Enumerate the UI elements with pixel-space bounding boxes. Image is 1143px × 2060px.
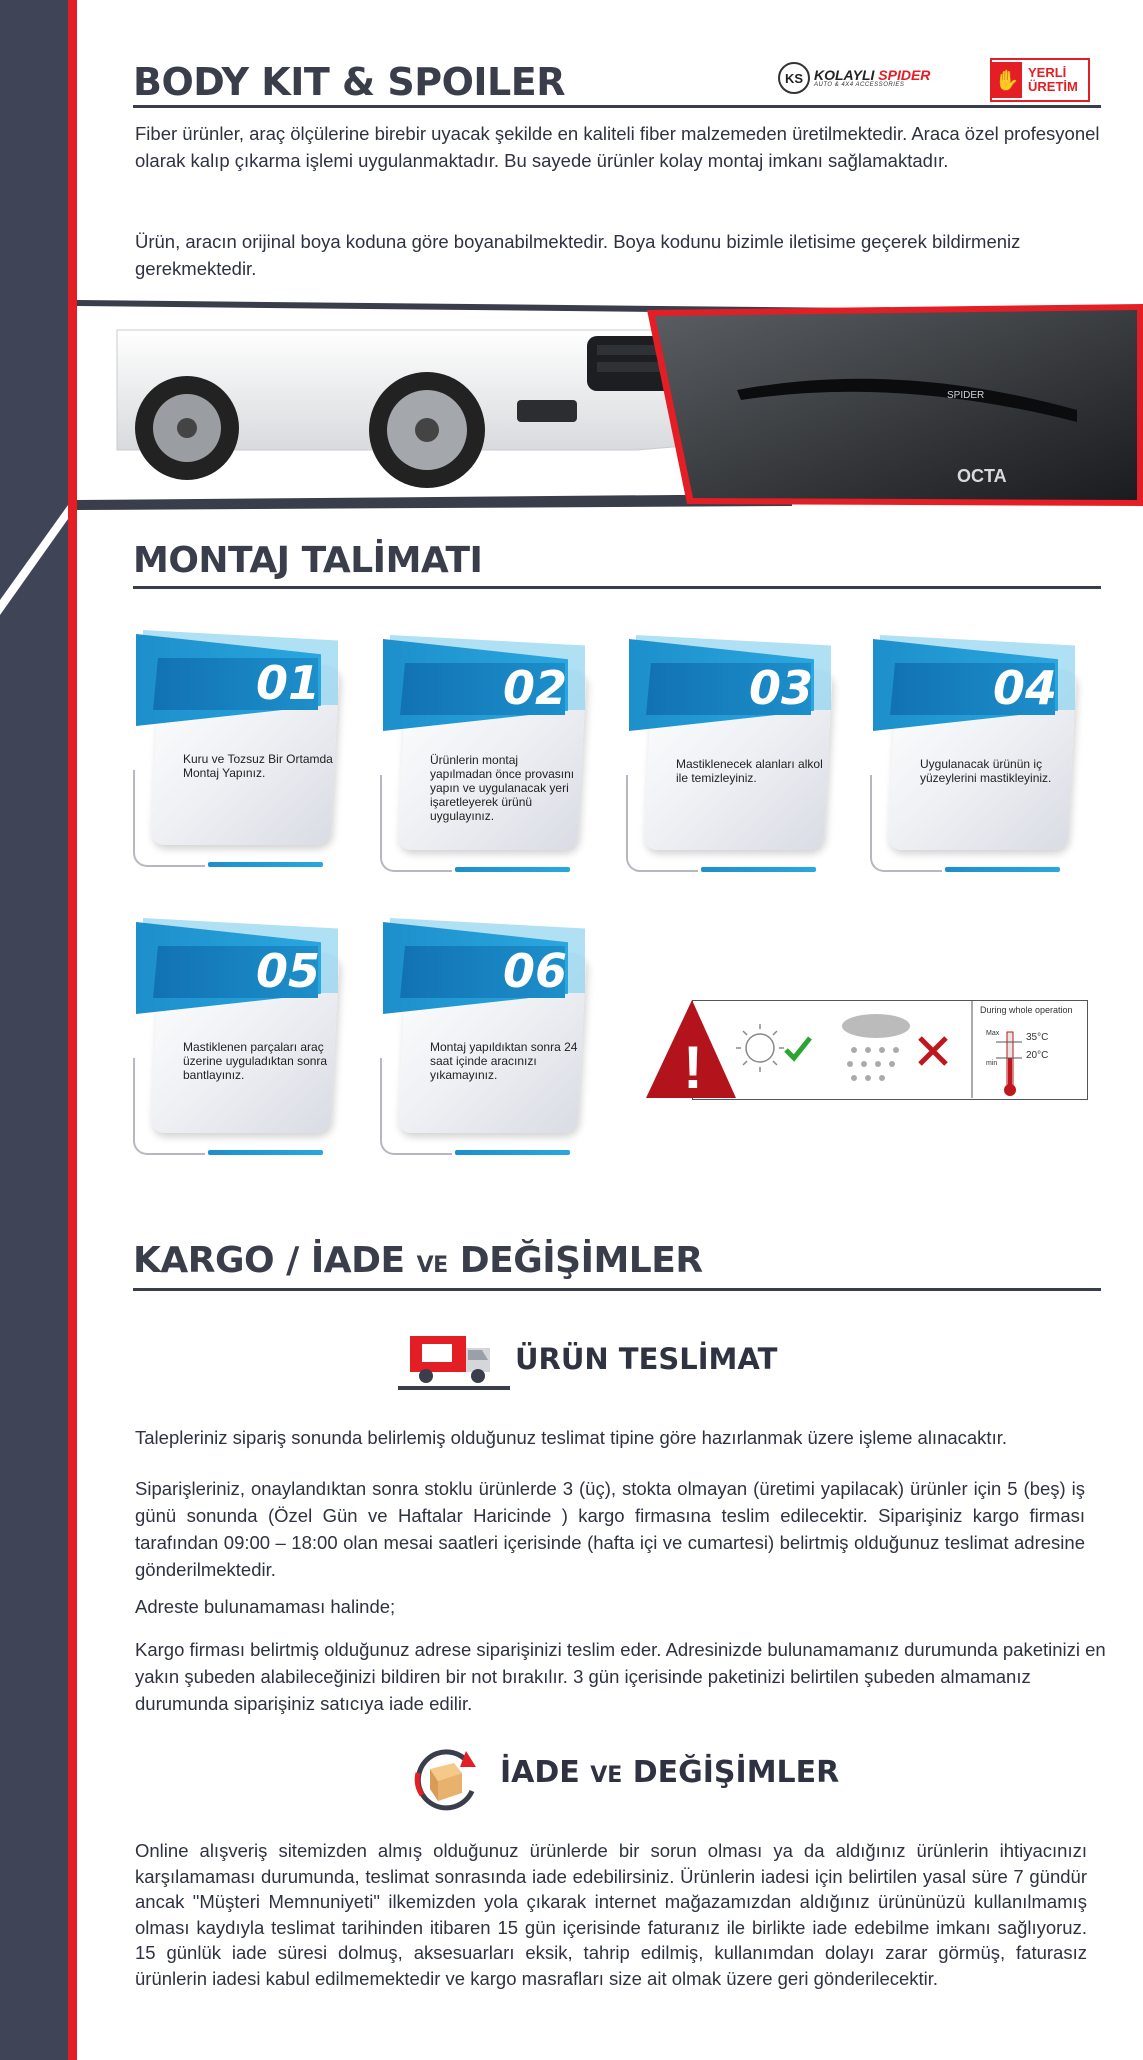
yerli-uretim-logo bbox=[990, 58, 1090, 102]
step-card-01 bbox=[133, 630, 338, 880]
kargo-title-b: VE bbox=[416, 1253, 448, 1278]
step-card-06 bbox=[380, 918, 585, 1168]
temp-title: During whole operation bbox=[980, 1005, 1073, 1015]
cross-icon bbox=[920, 1038, 946, 1064]
step-number: 03 bbox=[748, 661, 813, 715]
page-title: BODY KIT & SPOILER bbox=[133, 60, 565, 104]
sidebar-red-line bbox=[68, 0, 77, 2060]
ks-name-a: KOLAYLI bbox=[814, 67, 875, 83]
ks-badge-icon: KS bbox=[778, 62, 810, 94]
kolayli-spider-logo bbox=[778, 62, 930, 94]
delivery-paragraph-3: Adreste bulunamaması halinde; bbox=[135, 1596, 396, 1617]
step-number: 06 bbox=[502, 944, 567, 998]
step-text: Kuru ve Tozsuz Bir Ortamda Montaj Yapınız. bbox=[183, 752, 333, 780]
return-box-icon bbox=[410, 1743, 482, 1815]
return-paragraph: Online alışveriş sitemizden almış olduğunuz ürünlerde bir sorun olması ya da aldığınız ürünlerin ihtiyacınızı karşılamaması durumunda, teslimat sonrasında iade edebilirsiniz. Ürünlerin iadesi için belirtilen yasal süre 7 gündür ancak "Müşteri Memnuniyeti" ilkemizden yola çıkarak internet mağazamızdan aldığınız ürününüzü kullanılmamış olması kaydıyla teslimat tarihinden itibaren 15 gün içerisinde faturanız ile birlikte iade edebilme imkanı sağlıyoruz. 15 günlük iade süresi dolmuş, aksesuarları eksik, tahrip edilmiş, kullanımdan dolayı zarar görmüş, faturasız ürünlerin iadesi kabul edilmemektedir ve kargo masrafları size ait olmak üzere geri gönderilecektir. bbox=[135, 1840, 1087, 1989]
ks-subtitle: AUTO & 4X4 ACCESSORIES bbox=[814, 82, 905, 88]
left-sidebar bbox=[0, 0, 68, 2060]
step-text: Mastiklenecek alanları alkol ile temizleyiniz. bbox=[676, 757, 823, 785]
delivery-truck-icon bbox=[398, 1330, 510, 1392]
check-icon bbox=[786, 1038, 810, 1058]
kargo-rule bbox=[133, 1288, 1101, 1291]
weather-warning-panel bbox=[646, 998, 1086, 1100]
yerli-label-a: YERLİ bbox=[1028, 65, 1067, 80]
svg-text:!: ! bbox=[683, 1034, 703, 1100]
spoiler-brand-label: SPIDER bbox=[947, 390, 985, 401]
return-title bbox=[500, 1755, 839, 1790]
yerli-label-b: ÜRETİM bbox=[1028, 79, 1078, 94]
car-badge-text: OCTA bbox=[957, 466, 1007, 486]
montaj-rule bbox=[133, 586, 1101, 589]
step-text: Montaj yapıldıktan sonra 24 saat içinde aracınızı yıkamayınız. bbox=[430, 1040, 578, 1082]
delivery-paragraph-2: Siparişleriniz, onaylandıktan sonra stoklu ürünlerde 3 (üç), stokta olmayan (üretimi yapilacak) ürünler için 5 (beş) iş günü sonunda (Özel Gün ve Haftalar Haricinde ) kargo firmasına teslim edilecektir. Siparişiniz kargo firması tarafından 09:00 – 18:00 olan mesai saatleri içerisinde (hafta içi ve cumartesi) belirtmiş olduğunuz teslimat adresine gönderilmektedir. bbox=[135, 1478, 1085, 1580]
temp-min-value: 20°C bbox=[1026, 1050, 1049, 1061]
step-number: 04 bbox=[992, 661, 1057, 715]
return-title-c: DEĞİŞİMLER bbox=[632, 1755, 840, 1790]
sun-icon bbox=[746, 1034, 774, 1062]
temp-max-value: 35°C bbox=[1026, 1032, 1049, 1043]
step-number: 05 bbox=[255, 944, 320, 998]
delivery-paragraph-1: Talepleriniz sipariş sonunda belirlemiş olduğunuz teslimat tipine göre hazırlanmak üzere işleme alınacaktır. bbox=[135, 1427, 1007, 1448]
step-number: 01 bbox=[255, 656, 320, 710]
step-card-05 bbox=[133, 918, 338, 1168]
step-text: Mastiklenen parçaları araç üzerine uyguladıktan sonra bantlayınız. bbox=[183, 1040, 328, 1082]
delivery-paragraph-4: Kargo firması belirtmiş olduğunuz adrese siparişinizi teslim eder. Adresinizde bulunamamanız durumunda paketinizi en yakın şubeden alabileceğinizi bildiren bir not bırakılır. 3 gün içerisinde paketinizi belirtilen şubeden almamanız durumunda siparişiniz satıcıya iade edilir. bbox=[135, 1639, 1106, 1714]
handshake-icon: ✋ bbox=[992, 62, 1022, 98]
delivery-title: ÜRÜN TESLİMAT bbox=[515, 1342, 778, 1376]
thermometer-icon bbox=[1008, 1058, 1012, 1086]
montaj-title: MONTAJ TALİMATI bbox=[133, 540, 483, 581]
return-title-b: VE bbox=[590, 1763, 623, 1788]
kargo-title-c: DEĞİŞİMLER bbox=[459, 1240, 703, 1281]
product-banner bbox=[77, 300, 1143, 510]
step-text: Uygulanacak ürünün iç yüzeylerini mastikleyiniz. bbox=[920, 757, 1052, 785]
kargo-title-a: KARGO / İADE bbox=[133, 1240, 405, 1281]
temp-max-label: Max bbox=[986, 1030, 1000, 1037]
sidebar-diagonal-stripe bbox=[0, 505, 68, 615]
step-text: Ürünlerin montaj yapılmadan önce provasını yapın ve uygulanacak yeri işaretleyerek ürünü uygulayınız. bbox=[430, 753, 575, 823]
step-card-04 bbox=[870, 635, 1075, 885]
title-rule bbox=[133, 105, 1101, 108]
kargo-title bbox=[133, 1240, 703, 1281]
step-card-02 bbox=[380, 635, 585, 885]
ks-name-b: SPIDER bbox=[878, 67, 931, 83]
intro-paragraph-1: Fiber ürünler, araç ölçülerine birebir uyacak şekilde en kaliteli fiber malzemeden üretilmektedir. Araca özel profesyonel olarak kalıp çıkarma işlemi uygulanmaktadır. Bu sayede ürünler kolay montaj imkanı sağlamaktadır. bbox=[135, 123, 1100, 171]
temp-min-label: min bbox=[986, 1060, 998, 1067]
rain-cloud-icon bbox=[842, 1014, 910, 1038]
return-title-a: İADE bbox=[500, 1755, 580, 1790]
step-card-03 bbox=[626, 635, 831, 885]
step-number: 02 bbox=[502, 661, 567, 715]
intro-paragraph-2: Ürün, aracın orijinal boya koduna göre boyanabilmektedir. Boya kodunu bizimle iletisime geçerek bildirmeniz gerekmektedir. bbox=[135, 231, 1021, 279]
